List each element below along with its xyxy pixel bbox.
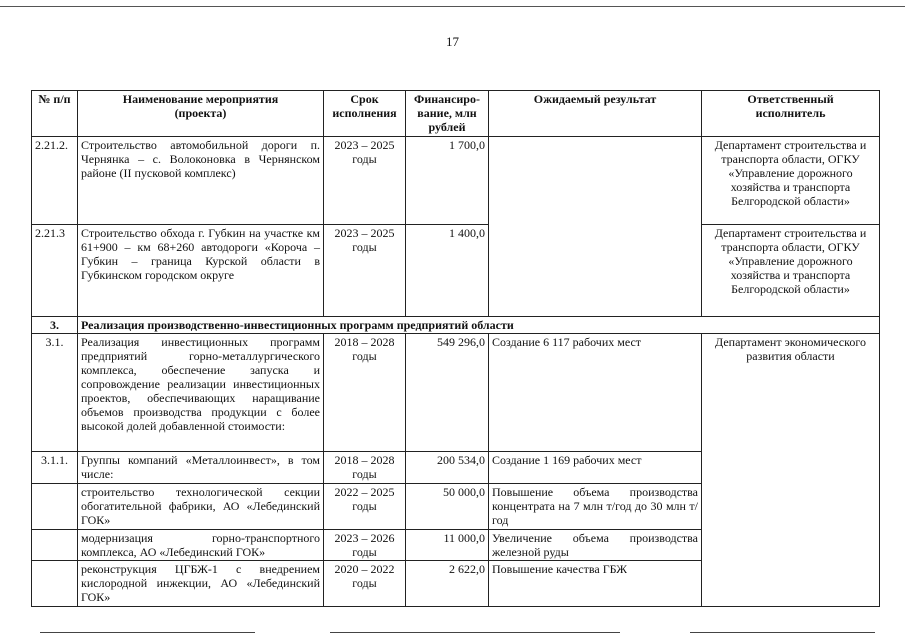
page-number: 17	[446, 34, 459, 49]
table-row	[32, 334, 880, 452]
row-num	[32, 530, 78, 561]
header-num: № п/п	[32, 91, 78, 137]
row-num: 3.1.	[32, 334, 78, 452]
row-executor: Департамент экономического развития области	[702, 334, 880, 607]
row-result: Повышение объема производства концентрата на 7 млн т/год до 30 млн т/год	[489, 484, 702, 530]
header-executor: Ответственный исполнитель	[702, 91, 880, 137]
row-name: Строительство обхода г. Губкин на участке км 61+900 – км 68+260 автодороги «Короча – Губкин – граница Курской области в Губкинском городском округе	[78, 225, 324, 317]
bottom-rule-center	[330, 632, 620, 633]
row-term: 2023 – 2025 годы	[324, 137, 406, 225]
row-num	[32, 484, 78, 530]
row-term: 2023 – 2026 годы	[324, 530, 406, 561]
table-row	[32, 225, 880, 317]
row-term: 2020 – 2022 годы	[324, 561, 406, 607]
row-finance: 200 534,0	[406, 452, 489, 484]
row-name: Группы компаний «Металлоинвест», в том числе:	[78, 452, 324, 484]
section-num: 3.	[32, 317, 78, 334]
row-finance: 11 000,0	[406, 530, 489, 561]
top-rule	[0, 6, 905, 7]
row-term: 2018 – 2028 годы	[324, 334, 406, 452]
row-term: 2018 – 2028 годы	[324, 452, 406, 484]
table-row	[32, 137, 880, 225]
measures-table	[31, 90, 880, 607]
row-name: реконструкция ЦГБЖ-1 с внедрением кислородной инжекции, АО «Лебединский ГОК»	[78, 561, 324, 607]
row-name: строительство технологической секции обогатительной фабрики, АО «Лебединский ГОК»	[78, 484, 324, 530]
row-executor: Департамент строительства и транспорта области, ОГКУ «Управление дорожного хозяйства и транспорта Белгородской области»	[702, 137, 880, 225]
header-term: Срок исполнения	[324, 91, 406, 137]
row-num	[32, 561, 78, 607]
row-term: 2022 – 2025 годы	[324, 484, 406, 530]
row-num: 3.1.1.	[32, 452, 78, 484]
row-finance: 549 296,0	[406, 334, 489, 452]
bottom-rule-right	[690, 632, 875, 633]
row-num: 2.21.3	[32, 225, 78, 317]
row-executor: Департамент строительства и транспорта области, ОГКУ «Управление дорожного хозяйства и транспорта Белгородской области»	[702, 225, 880, 317]
row-term: 2023 – 2025 годы	[324, 225, 406, 317]
row-num: 2.21.2.	[32, 137, 78, 225]
row-result: Создание 6 117 рабочих мест	[489, 334, 702, 452]
header-name: Наименование мероприятия (проекта)	[78, 91, 324, 137]
row-name: Реализация инвестиционных программ предприятий горно-металлургического комплекса, обеспечение запуска и сопровождение реализации инвестиционных проектов, обеспечивающих наращивание объемов производства продукции с более высокой долей добавленной стоимости:	[78, 334, 324, 452]
section-title: Реализация производственно-инвестиционных программ предприятий области	[78, 317, 880, 334]
header-result: Ожидаемый результат	[489, 91, 702, 137]
header-finance: Финансиро-вание, млн рублей	[406, 91, 489, 137]
row-name: модернизация горно-транспортного комплекса, АО «Лебединский ГОК»	[78, 530, 324, 561]
section-row	[32, 317, 880, 334]
row-finance: 50 000,0	[406, 484, 489, 530]
row-finance: 1 400,0	[406, 225, 489, 317]
row-result: Создание 1 169 рабочих мест	[489, 452, 702, 484]
row-result: Повышение качества ГБЖ	[489, 561, 702, 607]
row-finance: 1 700,0	[406, 137, 489, 225]
table-header-row	[32, 91, 880, 137]
bottom-rule-left	[40, 632, 255, 633]
row-result: Увеличение объема производства железной руды	[489, 530, 702, 561]
row-finance: 2 622,0	[406, 561, 489, 607]
row-result	[489, 137, 702, 317]
row-name: Строительство автомобильной дороги п. Чернянка – с. Волоконовка в Чернянском районе (II пусковой комплекс)	[78, 137, 324, 225]
